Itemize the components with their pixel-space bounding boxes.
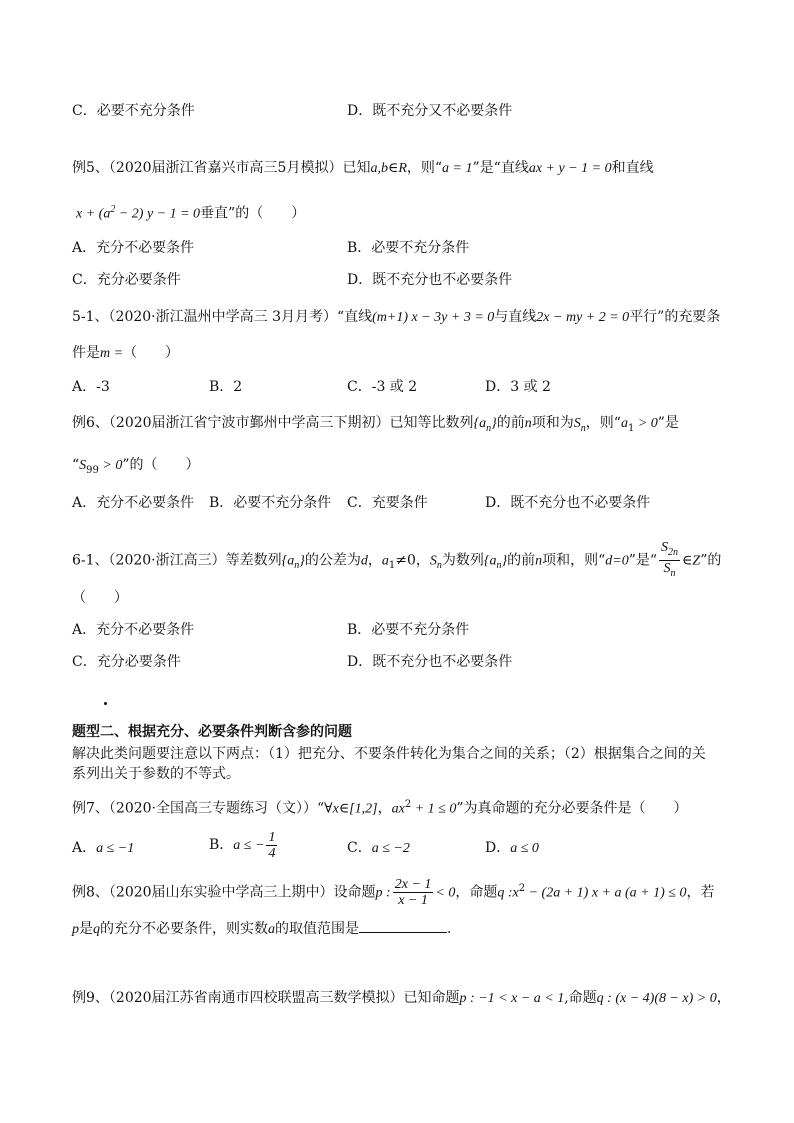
text: （ ）: [123, 345, 180, 361]
option-b: [209, 828, 279, 863]
example-5-stem-line2: [76, 200, 305, 225]
math-sub: 2n: [668, 546, 679, 558]
math-sub: n: [670, 567, 676, 579]
math-expr: S: [663, 560, 671, 576]
example-5-label: 例5、（2020届浙江省嘉兴市高三5月模拟）已知: [72, 160, 371, 176]
text: ，: [716, 990, 731, 1006]
math-expr: a ≤ −: [233, 838, 265, 853]
option-label: D．: [485, 840, 511, 856]
text: ”的: [700, 552, 722, 569]
text: 的充分不必要条件，则实数: [100, 921, 268, 937]
option-c: [347, 838, 410, 859]
text: 例6、（2020届浙江省宁波市鄞州中学高三下期初）已知等比数列: [72, 415, 474, 431]
option-c: C．充分必要条件: [72, 654, 181, 670]
math-expr: S: [429, 553, 437, 569]
math-expr: a ≤ −1: [96, 841, 135, 856]
fraction: [393, 877, 434, 908]
section-title: 题型二、根据充分、必要条件判断含参的问题: [72, 724, 352, 740]
math-expr: 2x − my + 2 = 0: [536, 310, 630, 325]
math-sub: 1: [627, 422, 635, 434]
text: 项和，则“: [542, 552, 606, 569]
math-sub: n: [580, 422, 586, 434]
text: “: [72, 457, 80, 473]
denominator: x − 1: [398, 893, 428, 909]
stray-dot: [104, 702, 107, 705]
text: 例9、（2020届江苏省南通市四校联盟高三数学模拟）已知命题: [72, 990, 460, 1006]
option-c: C．-3 或 2: [347, 379, 418, 395]
problem-6-1-stem: [72, 540, 721, 581]
option-b: B．2: [209, 379, 243, 395]
math-expr: p :: [375, 885, 391, 901]
math-sup: 2: [518, 883, 526, 894]
answer-blank[interactable]: [359, 918, 447, 933]
text: ”为真命题的充分必要条件是（ ）: [456, 800, 688, 817]
math-expr: {a: [473, 416, 487, 431]
text: ，命题: [455, 884, 498, 901]
math-expr: (m+1) x − 3y + 3 = 0: [372, 310, 495, 325]
text: ,命题: [564, 990, 597, 1006]
math-expr: a ≤ 0: [510, 841, 539, 856]
fraction: [659, 540, 680, 581]
text: ≠0，: [395, 552, 430, 569]
example-8-stem-line2: [72, 918, 451, 940]
text: 例8、（2020届山东实验中学高三上期中）设命题: [72, 884, 376, 901]
math-expr: ∈Z: [682, 553, 701, 569]
math-sup: 2: [110, 204, 116, 215]
math-expr: a: [268, 922, 275, 937]
example-7-stem: [72, 795, 687, 820]
math-expr: }: [491, 416, 497, 431]
option-c: C．充要条件: [347, 495, 428, 511]
numerator: 2x − 1: [394, 877, 432, 893]
option-a: [72, 838, 134, 859]
section-description-line2: 系列出关于参数的不等式。: [72, 766, 240, 782]
math-expr: − 2) y − 1 = 0: [115, 206, 201, 222]
math-expr: m =: [100, 346, 124, 361]
text: 6-1、（2020·浙江高三）等差数列: [72, 552, 282, 569]
math-expr: d=0: [605, 553, 629, 569]
math-sub: n: [486, 422, 492, 434]
option-c: C．必要不充分条件: [72, 103, 195, 119]
option-b: B．必要不充分条件: [347, 622, 470, 638]
text: 的取值范围是: [275, 921, 359, 937]
math-expr: − (2a + 1) x + a (a + 1) ≤ 0: [525, 885, 687, 901]
math-sub: n: [294, 560, 300, 572]
math-expr: > 0: [98, 458, 123, 473]
option-d: D．既不充分也不必要条件: [347, 654, 513, 670]
math-expr: > 0: [634, 416, 658, 431]
math-expr: a,b∈R: [370, 161, 407, 176]
option-a: A．充分不必要条件: [72, 240, 195, 256]
option-a: A．充分不必要条件: [72, 622, 195, 638]
math-expr: q : (x − 4)(8 − x) > 0: [596, 991, 717, 1006]
problem-6-1-answer-brackets: （ ）: [72, 590, 128, 606]
math-expr: S: [79, 458, 87, 473]
math-expr: {a: [281, 553, 295, 569]
option-d: D．既不充分也不必要条件: [485, 495, 651, 511]
option-d: [485, 838, 539, 859]
text: 例7、（2020·全国高三专题练习（文））“: [72, 800, 325, 817]
math-expr: + 1 ≤ 0: [411, 801, 457, 817]
example-5-stem: [72, 158, 654, 179]
text: ”是: [657, 415, 679, 431]
problem-5-1-stem: [72, 307, 720, 328]
option-a: A．-3: [72, 379, 110, 395]
math-sub: n: [436, 560, 442, 572]
math-expr: ∀x∈[1,2]: [324, 801, 378, 817]
example-8-stem: [72, 872, 714, 911]
problem-5-1-stem-line2: [72, 343, 179, 364]
text: 是: [79, 921, 93, 937]
option-a: A．充分不必要条件: [72, 495, 195, 511]
math-sub: 99: [86, 464, 99, 476]
text: ，则“: [406, 160, 443, 176]
option-b: B．必要不充分条件: [347, 240, 470, 256]
example-6-stem-line2: [72, 455, 200, 481]
option-d: D．既不充分又不必要条件: [347, 103, 513, 119]
math-expr: }: [501, 553, 508, 569]
math-expr: n: [535, 553, 543, 569]
math-expr: d: [360, 553, 368, 569]
option-label: B．: [209, 837, 234, 853]
math-expr: q :: [497, 885, 513, 901]
text: ”的（ ）: [122, 457, 200, 473]
text: 件是: [72, 345, 100, 361]
math-expr: ax: [391, 801, 405, 817]
math-expr: S: [573, 416, 581, 431]
text: ，若: [686, 884, 715, 901]
option-d: D．3 或 2: [485, 379, 551, 395]
math-expr: a: [620, 416, 628, 431]
math-expr: a ≤ −2: [371, 841, 410, 856]
text: 和直线: [611, 160, 654, 176]
math-expr: x + (a: [76, 206, 111, 222]
text: ，: [377, 800, 392, 817]
text: 平行”的充要条: [629, 309, 721, 325]
denominator: 4: [268, 845, 276, 861]
math-expr: }: [299, 553, 305, 569]
option-b: B．必要不充分条件: [209, 495, 332, 511]
option-label: A．: [72, 840, 97, 856]
math-expr: {a: [483, 553, 497, 569]
text: 5-1、（2020·浙江温州中学高三 3月月考）“直线: [72, 309, 373, 325]
math-expr: a = 1: [442, 161, 473, 176]
text: ，则“: [585, 415, 621, 431]
text: ”是“: [628, 552, 658, 569]
text: ”是“直线: [472, 160, 529, 176]
math-sub: 1: [388, 560, 396, 572]
option-label: C．: [347, 840, 372, 856]
math-expr: n: [524, 416, 532, 431]
example-9-stem: [72, 988, 731, 1009]
example-6-stem: [72, 413, 679, 439]
text: 的前: [507, 552, 536, 569]
option-d: D．既不充分也不必要条件: [347, 272, 513, 288]
option-c: C．充分必要条件: [72, 272, 181, 288]
numerator: 1: [268, 829, 276, 845]
text: 为数列: [441, 552, 484, 569]
math-expr: p : −1 < x − a < 1: [459, 991, 565, 1006]
math-expr: x: [512, 885, 519, 901]
math-expr: < 0: [435, 885, 456, 901]
fraction: [266, 830, 277, 861]
math-expr: S: [661, 540, 669, 555]
text: 的公差为: [304, 552, 361, 569]
math-expr: p: [72, 922, 79, 937]
text: 与直线: [494, 309, 537, 325]
math-expr: a: [381, 553, 389, 569]
text: .: [447, 921, 452, 937]
text: 项和为: [531, 415, 574, 431]
math-expr: ax + y − 1 = 0: [528, 161, 612, 176]
text: ，: [367, 552, 382, 569]
math-sup: 2: [404, 799, 412, 810]
math-expr: q: [93, 922, 100, 937]
section-description: 解决此类问题要注意以下两点：（1）把充分、不要条件转化为集合之间的关系；（2）根据集合之间的关: [72, 746, 706, 762]
math-sub: n: [496, 560, 502, 572]
text: 垂直”的（ ）: [200, 205, 306, 222]
text: 的前: [496, 415, 525, 431]
